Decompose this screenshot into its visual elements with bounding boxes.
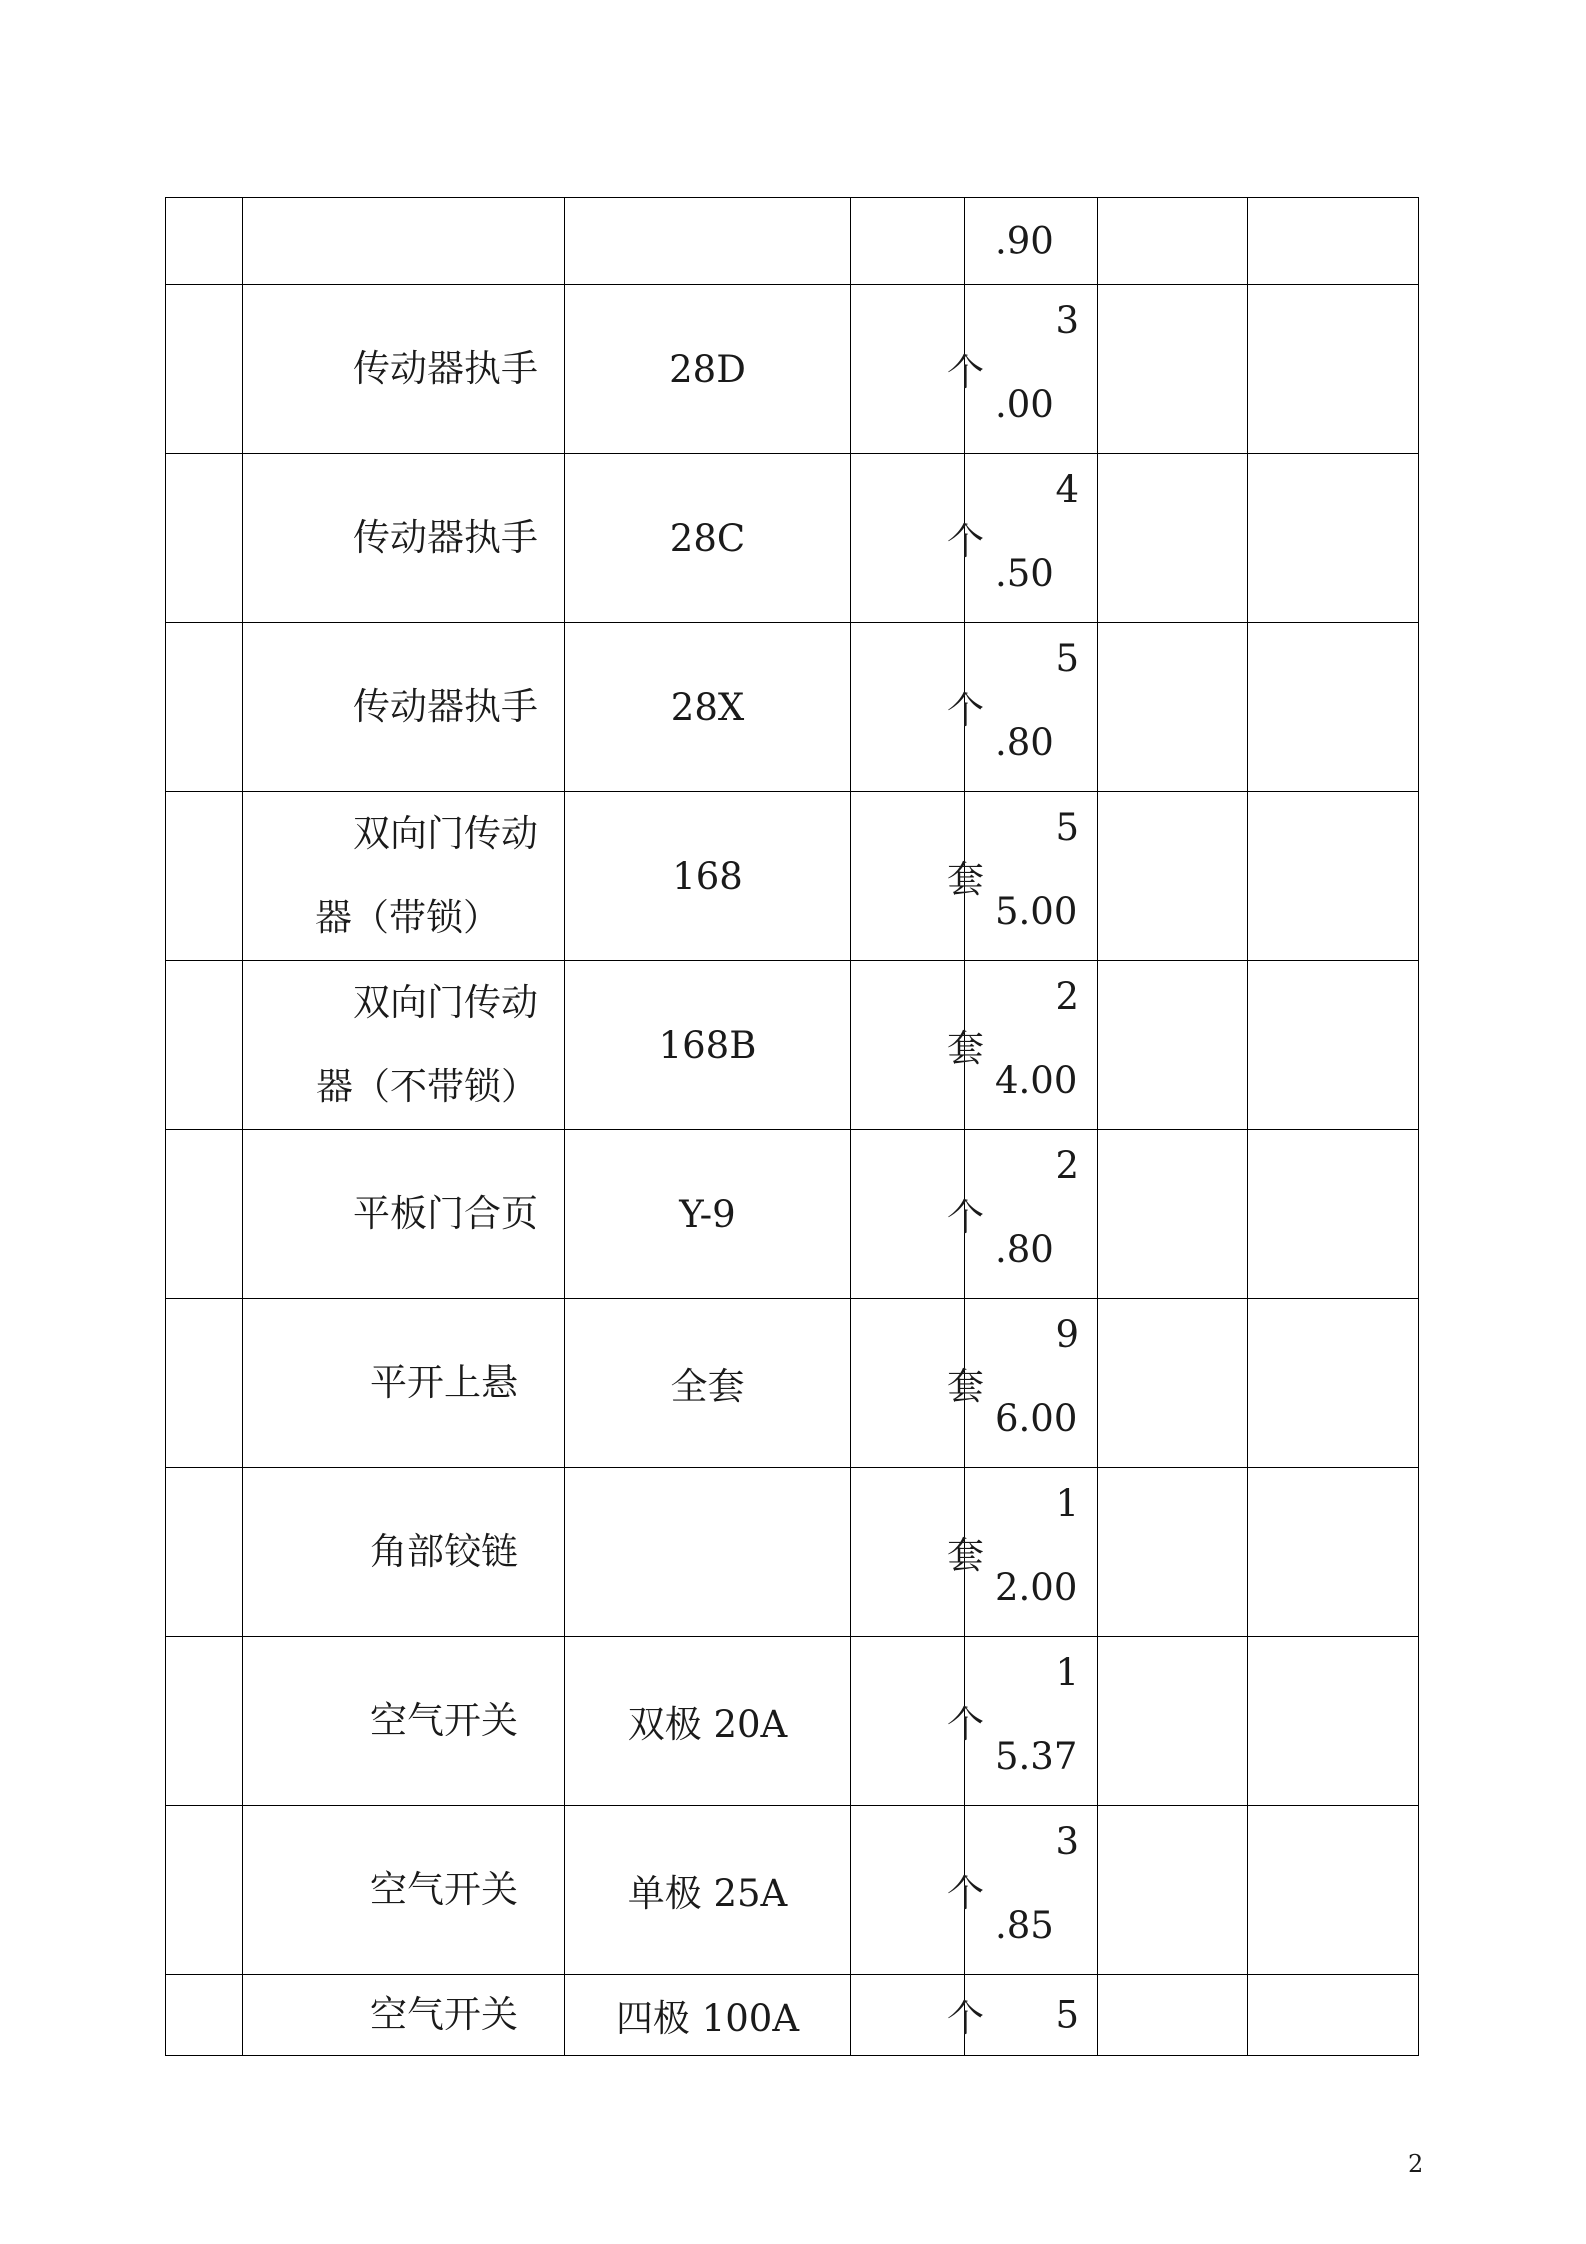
- item-unit: 个: [947, 1872, 984, 1915]
- table-cell-blank: [1248, 1637, 1419, 1806]
- table-cell-price: [965, 1299, 1098, 1468]
- table-cell-index: [165, 1468, 243, 1637]
- item-name: 空气开关: [370, 1868, 518, 1911]
- table-cell-price: [965, 454, 1098, 623]
- table-cell-price: [965, 1130, 1098, 1299]
- table-cell-spec: [565, 285, 851, 454]
- item-name: 平板门合页: [353, 1192, 538, 1235]
- table-cell-unit: [851, 197, 965, 285]
- table-cell-unit: [851, 1806, 984, 1975]
- table-cell-spec: [565, 454, 851, 623]
- table-cell-unit: [851, 1468, 984, 1637]
- table-cell-price: [965, 961, 1098, 1130]
- table-cell-name: [243, 961, 565, 1130]
- item-spec: 四极 100A: [615, 1997, 800, 2040]
- item-name: 角部铰链: [370, 1530, 518, 1573]
- price-text: 1 2.00: [995, 1482, 1079, 1609]
- table-cell-blank: [1098, 285, 1248, 454]
- item-spec: Y-9: [679, 1192, 736, 1236]
- table-row: [165, 623, 1419, 792]
- price-text: 2 .80: [995, 1144, 1079, 1271]
- table-cell-spec: [565, 197, 851, 285]
- item-unit: 套: [947, 1365, 984, 1408]
- table-cell-unit: [851, 792, 984, 961]
- item-spec: 28C: [669, 516, 746, 560]
- table-cell-index: [165, 197, 243, 285]
- price-text: 3 .00: [995, 299, 1079, 426]
- table-cell-index: [165, 285, 243, 454]
- table-cell-blank: [1248, 285, 1419, 454]
- table-cell-price: [965, 1637, 1098, 1806]
- table-cell-unit: [851, 454, 984, 623]
- item-name-line-2: 器（带锁）: [315, 896, 500, 939]
- item-unit: 套: [947, 1027, 984, 1070]
- item-unit: 个: [947, 1196, 984, 1239]
- item-name-line-1: 双向门传动: [353, 981, 538, 1024]
- table-row: [165, 454, 1419, 623]
- item-name: 空气开关: [370, 1993, 518, 2036]
- table-cell-name: [243, 1975, 565, 2056]
- item-unit: 个: [947, 1997, 984, 2040]
- table-cell-spec: [565, 1975, 851, 2056]
- table-cell-unit: [851, 1975, 984, 2056]
- table-cell-blank: [1098, 1975, 1248, 2056]
- item-unit: 套: [947, 1534, 984, 1577]
- table-cell-spec: [565, 961, 851, 1130]
- item-spec: 168B: [658, 1023, 757, 1067]
- table-cell-price: [965, 197, 1098, 285]
- table-row: [165, 285, 1419, 454]
- table-cell-index: [165, 1637, 243, 1806]
- item-name-line-1: 双向门传动: [353, 812, 538, 855]
- item-name: 平开上悬: [370, 1361, 518, 1404]
- table-cell-name: [243, 197, 565, 285]
- table-row: [165, 1637, 1419, 1806]
- price-table: [165, 197, 1419, 2056]
- table-cell-blank: [1248, 1468, 1419, 1637]
- table-cell-index: [165, 454, 243, 623]
- table-cell-unit: [851, 623, 984, 792]
- price-text: 5 .80: [995, 637, 1079, 764]
- table-cell-blank: [1098, 1806, 1248, 1975]
- table-cell-price: [965, 792, 1098, 961]
- table-cell-index: [165, 1299, 243, 1468]
- price-text: 9 6.00: [995, 1313, 1079, 1440]
- table-cell-blank: [1098, 623, 1248, 792]
- table-cell-spec: [565, 623, 851, 792]
- table-cell-blank: [1248, 623, 1419, 792]
- item-spec: 全套: [670, 1365, 745, 1408]
- item-spec: 双极 20A: [627, 1703, 788, 1746]
- table-cell-blank: [1248, 792, 1419, 961]
- table-row: [165, 1806, 1419, 1975]
- price-text: 2 4.00: [995, 975, 1079, 1102]
- table-cell-blank: [1098, 792, 1248, 961]
- table-cell-name: [243, 1806, 565, 1975]
- table-cell-spec: [565, 1130, 851, 1299]
- table-cell-name: [243, 454, 565, 623]
- item-spec: [565, 1468, 850, 1636]
- table-cell-name: [243, 792, 565, 961]
- table-cell-unit: [851, 1130, 984, 1299]
- price-text: .90: [995, 219, 1054, 263]
- table-row: [165, 197, 1419, 285]
- item-name: 传动器执手: [353, 685, 538, 728]
- table-cell-unit: [851, 961, 984, 1130]
- table-cell-spec: [565, 1637, 851, 1806]
- table-cell-name: [243, 623, 565, 792]
- table-cell-price: [965, 623, 1098, 792]
- table-cell-name: [243, 1468, 565, 1637]
- table-cell-blank: [1248, 1975, 1419, 2056]
- table-cell-price: [965, 285, 1098, 454]
- price-text: 5: [1055, 1993, 1079, 2037]
- table-row: [165, 1130, 1419, 1299]
- table-cell-blank: [1098, 961, 1248, 1130]
- table-cell-name: [243, 1299, 565, 1468]
- table-cell-name: [243, 1637, 565, 1806]
- table-cell-spec: [565, 1806, 851, 1975]
- item-unit: 个: [947, 351, 984, 394]
- table-cell-price: [965, 1806, 1098, 1975]
- table-cell-blank: [1098, 197, 1248, 285]
- table-cell-index: [165, 623, 243, 792]
- table-cell-name: [243, 1130, 565, 1299]
- table-cell-price: [965, 1468, 1098, 1637]
- item-name: 空气开关: [370, 1699, 518, 1742]
- table-cell-blank: [1248, 197, 1419, 285]
- page-number: 2: [1408, 2150, 1424, 2178]
- table-row: [165, 792, 1419, 961]
- table-cell-blank: [1248, 1130, 1419, 1299]
- table-row: [165, 1468, 1419, 1637]
- table-cell-blank: [1098, 1299, 1248, 1468]
- table-row: [165, 1299, 1419, 1468]
- price-text: 4 .50: [995, 468, 1079, 595]
- table-cell-blank: [1248, 454, 1419, 623]
- table-cell-index: [165, 1975, 243, 2056]
- table-cell-unit: [851, 1299, 984, 1468]
- table-cell-index: [165, 1130, 243, 1299]
- item-spec: 168: [672, 854, 743, 898]
- item-name-line-2: 器（不带锁）: [316, 1065, 538, 1108]
- table-cell-index: [165, 961, 243, 1130]
- table-cell-price: [965, 1975, 1098, 2056]
- item-unit: 套: [947, 858, 984, 901]
- table-cell-name: [243, 285, 565, 454]
- table-cell-spec: [565, 1468, 851, 1637]
- item-spec: 28X: [670, 685, 745, 729]
- table-cell-blank: [1098, 454, 1248, 623]
- price-text: 5 5.00: [995, 806, 1079, 933]
- table-cell-blank: [1098, 1130, 1248, 1299]
- item-unit: 个: [947, 520, 984, 563]
- item-spec: 28D: [669, 347, 746, 391]
- price-text: 1 5.37: [995, 1651, 1079, 1778]
- table-cell-spec: [565, 1299, 851, 1468]
- table-cell-spec: [565, 792, 851, 961]
- table-cell-unit: [851, 1637, 984, 1806]
- table-cell-index: [165, 792, 243, 961]
- table-cell-blank: [1248, 1299, 1419, 1468]
- item-unit: 个: [947, 689, 984, 732]
- table-cell-blank: [1098, 1637, 1248, 1806]
- item-spec: 单极 25A: [627, 1872, 788, 1915]
- item-unit: 个: [947, 1703, 984, 1746]
- item-name: 传动器执手: [353, 516, 538, 559]
- table-cell-blank: [1098, 1468, 1248, 1637]
- table-cell-index: [165, 1806, 243, 1975]
- price-text: 3 .85: [995, 1820, 1079, 1947]
- table-row: [165, 961, 1419, 1130]
- table-row: [165, 1975, 1419, 2056]
- item-name: 传动器执手: [353, 347, 538, 390]
- table-cell-blank: [1248, 1806, 1419, 1975]
- table-cell-unit: [851, 285, 984, 454]
- table-cell-blank: [1248, 961, 1419, 1130]
